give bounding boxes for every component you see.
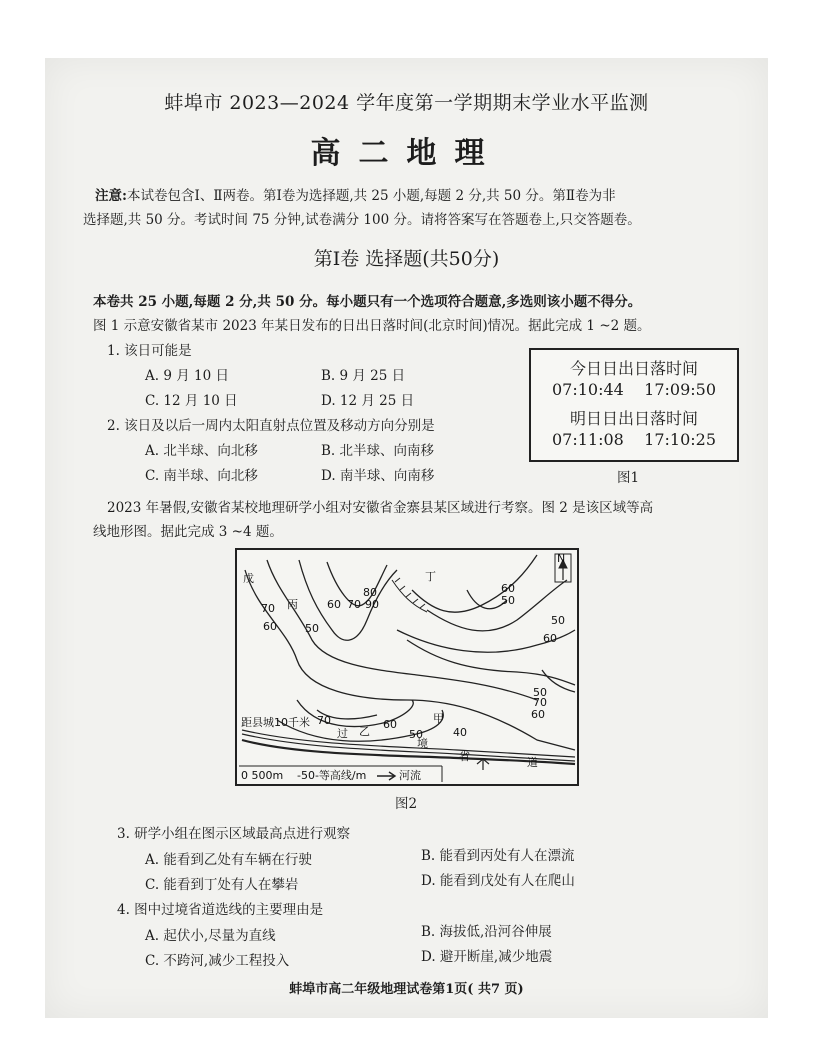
q2-option-a: A. 北半球、向北移	[145, 443, 258, 459]
q1-option-c: C. 12 月 10 日	[145, 393, 238, 409]
intro-figure2-line1: 2023 年暑假,安徽省某校地理研学小组对安徽省金寨县某区域进行考察。图 2 是该区域等高	[107, 500, 654, 516]
q4-stem: 4. 图中过境省道选线的主要理由是	[117, 902, 324, 918]
distance-label: 距县城10千米	[241, 716, 310, 729]
legend-contour: -50-等高线/m	[297, 769, 367, 782]
notice-line-2: 选择题,共 50 分。考试时间 75 分钟,试卷满分 100 分。请将答案写在答题卷上,只交答题卷。	[83, 212, 641, 228]
contour-line	[427, 580, 567, 631]
contour-label: 40	[453, 726, 467, 739]
contour-label: 60	[263, 620, 277, 633]
cliff-symbol	[392, 578, 427, 612]
intro-figure1: 图 1 示意安徽省某市 2023 年某日发布的日出日落时间(北京时间)情况。据此完成 1 ~2 题。	[93, 318, 651, 334]
q2-option-b: B. 北半球、向南移	[321, 443, 435, 459]
page-footer: 蚌埠市高二年级地理试卷第1页( 共7 页)	[289, 982, 524, 997]
q2-option-d: D. 南半球、向南移	[321, 468, 435, 484]
contour-label: 70	[533, 696, 547, 709]
today-times: 07:10:44 17:09:50	[551, 380, 717, 399]
section-instructions: 本卷共 25 小题,每题 2 分,共 50 分。每小题只有一个选项符合题意,多选则该小题不得分。	[93, 294, 642, 310]
road-text-3: 省	[459, 750, 470, 763]
notice-lead: 注意:	[95, 188, 127, 204]
q3-option-b: B. 能看到丙处有人在漂流	[421, 848, 575, 864]
contour-label: 50	[551, 614, 565, 627]
exam-title: 蚌埠市 2023—2024 学年度第一学期期末学业水平监测	[164, 92, 649, 114]
section-title: 第Ⅰ卷 选择题(共50分)	[313, 248, 500, 270]
tomorrow-times: 07:11:08 17:10:25	[551, 430, 717, 449]
q2-option-c: C. 南半球、向北移	[145, 468, 258, 484]
q4-option-c: C. 不跨河,减少工程投入	[145, 953, 290, 969]
contour-label: 80	[363, 586, 377, 599]
q1-stem: 1. 该日可能是	[107, 343, 192, 359]
contour-label: 50	[533, 686, 547, 699]
road-text-2: 境	[417, 737, 428, 750]
q1-option-b: B. 9 月 25 日	[321, 368, 406, 384]
north-label: N	[557, 552, 566, 565]
q4-option-d: D. 避开断崖,减少地震	[421, 949, 553, 965]
contour-label: 60	[383, 718, 397, 731]
q3-option-a: A. 能看到乙处有车辆在行驶	[145, 852, 312, 868]
river-legend-icon	[377, 772, 395, 780]
q1-option-a: A. 9 月 10 日	[145, 368, 229, 384]
tomorrow-label: 明日日出日落时间	[569, 409, 698, 428]
contour-label: 50	[409, 728, 423, 741]
q1-option-d: D. 12 月 25 日	[321, 393, 415, 409]
notice-line-1: 本试卷包含Ⅰ、Ⅱ两卷。第Ⅰ卷为选择题,共 25 小题,每题 2 分,共 50 分。第Ⅱ卷为非	[126, 188, 616, 204]
figure1-sunrise-box	[529, 348, 739, 462]
contour-label: 60	[501, 582, 515, 595]
exam-notice	[83, 184, 735, 232]
contour-label: 70	[347, 598, 361, 611]
place-jia: 甲	[433, 712, 444, 725]
legend-river: 河流	[399, 769, 421, 782]
contour-label: 60	[327, 598, 341, 611]
figure2-contour-map	[235, 548, 579, 786]
place-wu: 戊	[243, 572, 254, 585]
intro-figure2-line2: 线地形图。据此完成 3 ~4 题。	[93, 524, 283, 540]
scale-label: 0 500m	[241, 769, 284, 782]
contour-map-svg	[237, 550, 577, 784]
road-text-1: 过	[337, 727, 348, 740]
contour-label: 60	[531, 708, 545, 721]
exam-paper	[45, 58, 768, 1018]
q3-stem: 3. 研学小组在图示区域最高点进行观察	[117, 826, 351, 842]
figure1-caption: 图1	[617, 470, 640, 486]
contour-label: 60	[543, 632, 557, 645]
today-label: 今日日出日落时间	[569, 359, 698, 378]
road-text-4: 道	[527, 756, 538, 769]
place-ding: 丁	[425, 570, 436, 583]
bridge-symbol	[477, 759, 489, 770]
contour-label: 50	[501, 594, 515, 607]
subject-title: 高二地理	[310, 136, 503, 171]
contour-label: 70	[261, 602, 275, 615]
q4-option-a: A. 起伏小,尽量为直线	[145, 928, 276, 944]
contour-label: 70	[317, 714, 331, 727]
contour-line	[412, 555, 537, 612]
q3-option-c: C. 能看到丁处有人在攀岩	[145, 877, 299, 893]
contour-label: 50	[305, 622, 319, 635]
q4-option-b: B. 海拔低,沿河谷伸展	[421, 924, 552, 940]
figure2-caption: 图2	[395, 796, 418, 812]
place-bing: 丙	[287, 598, 298, 611]
contour-label: 90	[365, 598, 379, 611]
q3-option-d: D. 能看到戊处有人在爬山	[421, 873, 575, 889]
place-yi: 乙	[359, 725, 370, 738]
q2-stem: 2. 该日及以后一周内太阳直射点位置及移动方向分别是	[107, 418, 435, 434]
